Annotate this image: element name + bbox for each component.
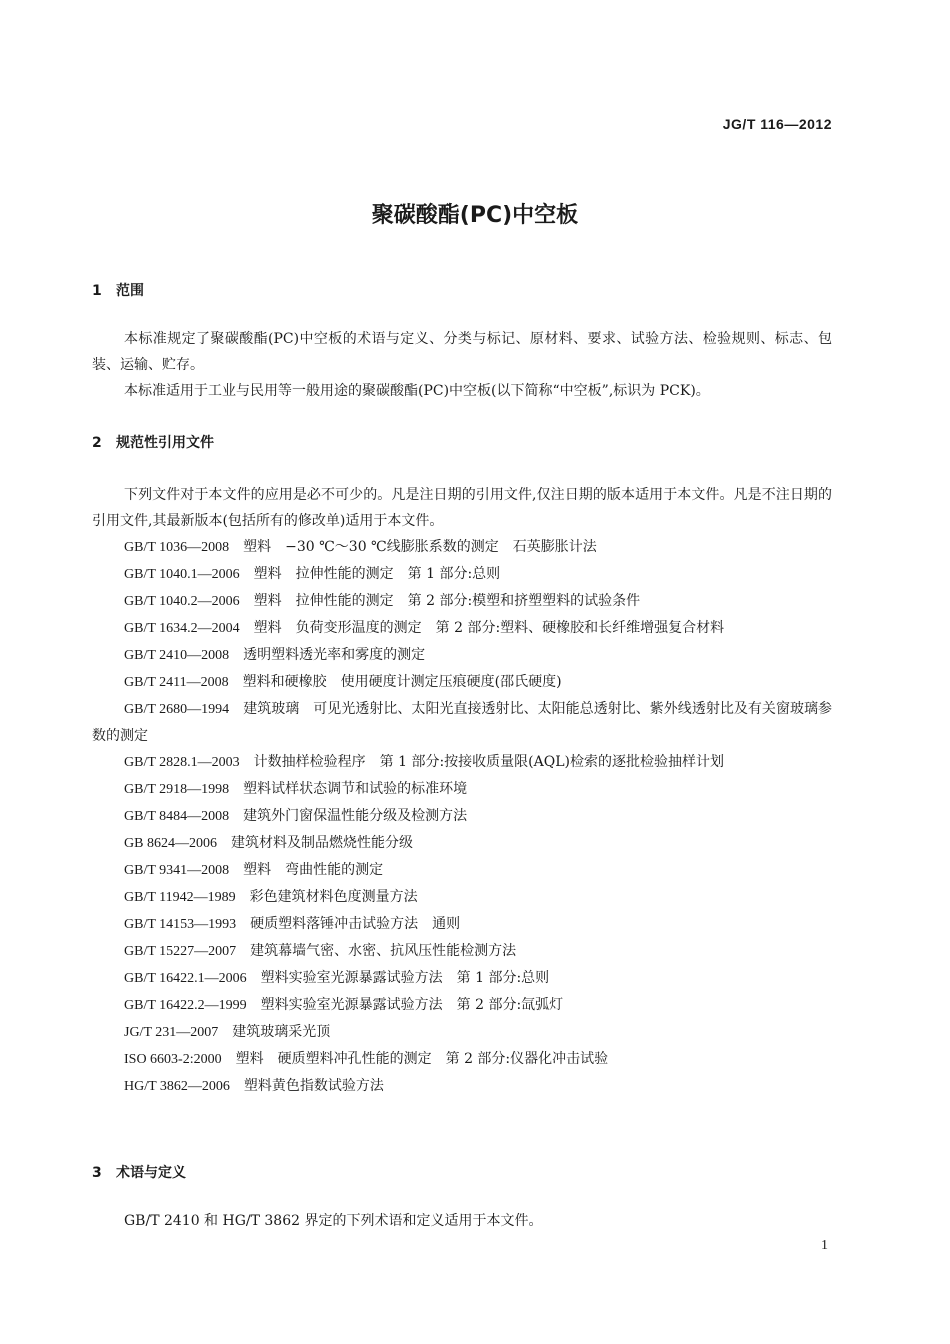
- reference-title: 建筑玻璃采光顶: [232, 1024, 331, 1040]
- section-title: 范围: [116, 283, 144, 299]
- reference-code: GB/T 8484—2008: [124, 809, 230, 824]
- reference-code: GB/T 1040.2—2006: [124, 594, 240, 609]
- reference-title: 塑料实验室光源暴露试验方法 第 1 部分:总则: [260, 970, 550, 986]
- reference-code: GB/T 1634.2—2004: [124, 621, 240, 636]
- reference-code: GB/T 2680—1994: [124, 702, 230, 717]
- reference-title: 塑料 −30 ℃～30 ℃线膨胀系数的测定 石英膨胀计法: [243, 539, 597, 555]
- section-number: 1: [92, 283, 102, 299]
- reference-code: HG/T 3862—2006: [124, 1079, 230, 1094]
- reference-code: GB/T 2828.1—2003: [124, 755, 240, 770]
- reference-item: [92, 749, 832, 776]
- standard-code: JG/T 116—2012: [722, 116, 832, 132]
- reference-item: [92, 938, 832, 965]
- reference-code: GB/T 15227—2007: [124, 944, 237, 959]
- reference-code: GB/T 2411—2008: [124, 675, 229, 690]
- reference-item: [92, 669, 832, 696]
- normative-references-list: [92, 534, 832, 1100]
- reference-code: GB/T 14153—1993: [124, 917, 237, 932]
- reference-item: [92, 1046, 832, 1073]
- reference-title: 塑料黄色指数试验方法: [243, 1078, 384, 1094]
- reference-item: [92, 965, 832, 992]
- scope-paragraph-2: 本标准适用于工业与民用等一般用途的聚碳酸酯(PC)中空板(以下简称“中空板”,标识为 PCK)。: [124, 383, 710, 399]
- reference-title: 塑料和硬橡胶 使用硬度计测定压痕硬度(邵氏硬度): [242, 674, 562, 690]
- reference-item: [92, 992, 832, 1019]
- reference-item: [92, 1073, 832, 1100]
- reference-code: GB/T 16422.1—2006: [124, 971, 247, 986]
- section-3-heading: [92, 1162, 186, 1182]
- page-number: 1: [821, 1238, 828, 1253]
- reference-title: 建筑材料及制品燃烧性能分级: [230, 835, 413, 851]
- reference-code: JG/T 231—2007: [124, 1025, 219, 1040]
- reference-item: [92, 696, 832, 749]
- reference-title: 塑料 拉伸性能的测定 第 2 部分:模塑和挤塑塑料的试验条件: [253, 593, 641, 609]
- terms-intro-paragraph: GB/T 2410 和 HG/T 3862 界定的下列术语和定义适用于本文件。: [124, 1213, 543, 1229]
- reference-code: GB/T 2410—2008: [124, 648, 230, 663]
- section-2-heading: [92, 432, 214, 452]
- reference-title: 计数抽样检验程序 第 1 部分:按接收质量限(AQL)检索的逐批检验抽样计划: [253, 754, 724, 770]
- reference-title: 彩色建筑材料色度测量方法: [249, 889, 418, 905]
- reference-title: 塑料 硬质塑料冲孔性能的测定 第 2 部分:仪器化冲击试验: [235, 1051, 609, 1067]
- reference-item: [92, 534, 832, 561]
- reference-title: 塑料 弯曲性能的测定: [243, 862, 384, 878]
- section-title: 术语与定义: [116, 1165, 186, 1181]
- reference-item: [92, 803, 832, 830]
- document-title: 聚碳酸酯(PC)中空板: [371, 203, 579, 228]
- reference-title: 建筑幕墙气密、水密、抗风压性能检测方法: [250, 943, 517, 959]
- reference-title: 硬质塑料落锤冲击试验方法 通则: [250, 916, 461, 932]
- reference-title: 塑料试样状态调节和试验的标准环境: [243, 781, 468, 797]
- section-number: 3: [92, 1165, 102, 1181]
- reference-code: GB/T 11942—1989: [124, 890, 236, 905]
- reference-code: ISO 6603-2:2000: [124, 1052, 222, 1067]
- references-intro-paragraph: 下列文件对于本文件的应用是必不可少的。凡是注日期的引用文件,仅注日期的版本适用于本文件。凡是不注日期的引用文件,其最新版本(包括所有的修改单)适用于本文件。: [92, 487, 832, 529]
- reference-item: [92, 588, 832, 615]
- section-number: 2: [92, 435, 102, 451]
- reference-title: 建筑玻璃 可见光透射比、太阳光直接透射比、太阳能总透射比、紫外线透射比及有关窗玻璃参数的测定: [92, 701, 833, 744]
- reference-item: [92, 561, 832, 588]
- reference-title: 塑料 拉伸性能的测定 第 1 部分:总则: [253, 566, 501, 582]
- reference-item: [92, 1019, 832, 1046]
- reference-item: [92, 615, 832, 642]
- reference-code: GB/T 9341—2008: [124, 863, 230, 878]
- reference-title: 塑料实验室光源暴露试验方法 第 2 部分:氙弧灯: [260, 997, 564, 1013]
- reference-code: GB/T 1040.1—2006: [124, 567, 240, 582]
- reference-code: GB/T 16422.2—1999: [124, 998, 247, 1013]
- reference-title: 透明塑料透光率和雾度的测定: [243, 647, 426, 663]
- reference-item: [92, 776, 832, 803]
- reference-code: GB 8624—2006: [124, 836, 217, 851]
- reference-code: GB/T 1036—2008: [124, 540, 230, 555]
- reference-code: GB/T 2918—1998: [124, 782, 230, 797]
- reference-item: [92, 911, 832, 938]
- reference-item: [92, 642, 832, 669]
- reference-title: 建筑外门窗保温性能分级及检测方法: [243, 808, 468, 824]
- reference-item: [92, 857, 832, 884]
- section-1-heading: [92, 280, 144, 300]
- section-title: 规范性引用文件: [116, 435, 214, 451]
- scope-paragraph-1: 本标准规定了聚碳酸酯(PC)中空板的术语与定义、分类与标记、原材料、要求、试验方法、检验规则、标志、包装、运输、贮存。: [92, 331, 832, 373]
- reference-item: [92, 830, 832, 857]
- reference-title: 塑料 负荷变形温度的测定 第 2 部分:塑料、硬橡胶和长纤维增强复合材料: [253, 620, 725, 636]
- reference-item: [92, 884, 832, 911]
